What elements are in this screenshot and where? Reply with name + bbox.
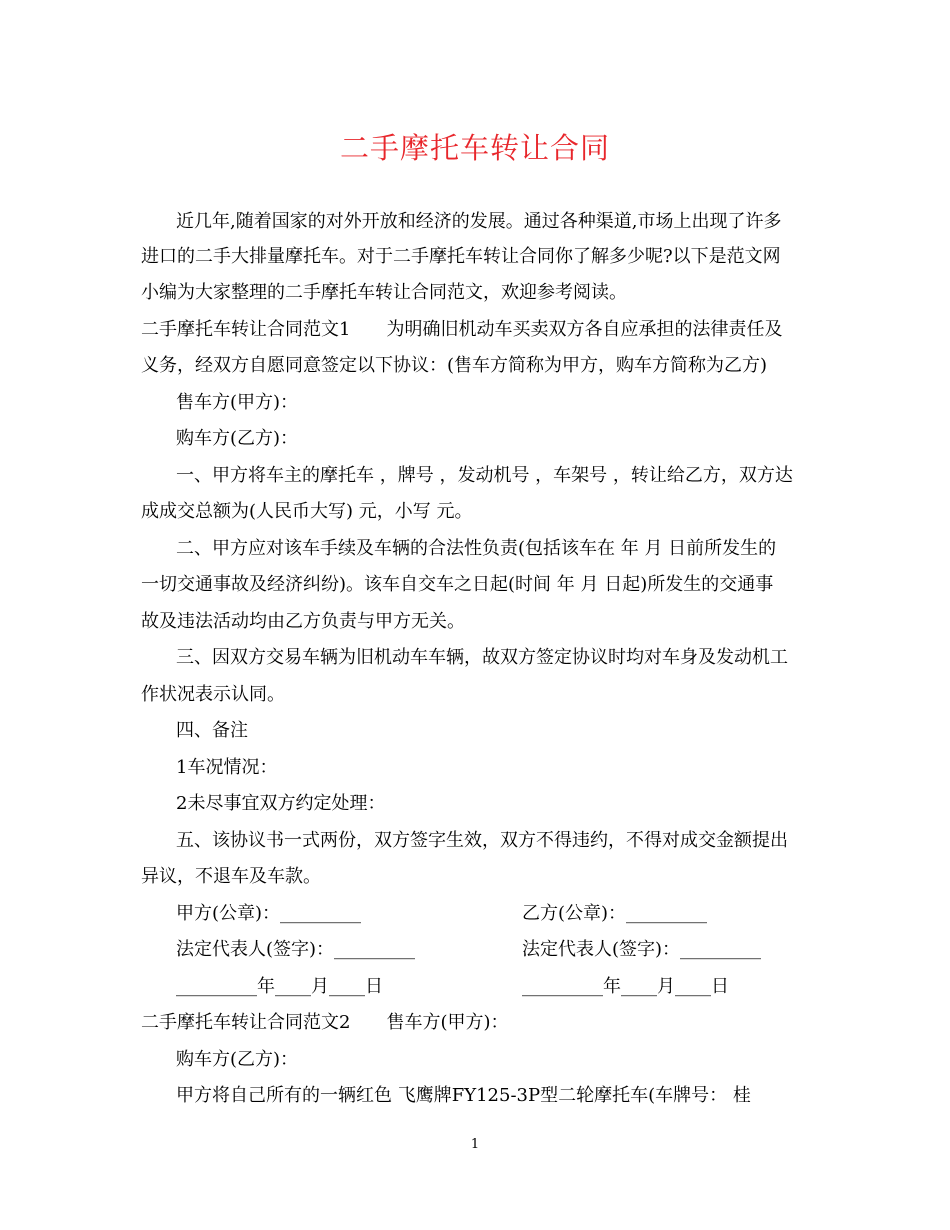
paragraph-line: 售车方(甲方)：	[176, 392, 299, 413]
paragraph-line: 购车方(乙方)：	[176, 1049, 299, 1070]
paragraph-line: 二、甲方应对该车手续及车辆的合法性负责(包括该车在 年 月 日前所发生的	[176, 538, 777, 559]
paragraph-line: 义务，经双方自愿同意签定以下协议：(售车方简称为甲方，购车方简称为乙方)	[141, 355, 768, 376]
paragraph-line: 三、因双方交易车辆为旧机动车车辆，故双方签定协议时均对车身及发动机工	[176, 647, 788, 668]
paragraph-line: 小编为大家整理的二手摩托车转让合同范文，欢迎参考阅读。	[141, 282, 627, 303]
paragraph-line: 1车况情况：	[176, 757, 278, 778]
paragraph-line: 近几年,随着国家的对外开放和经济的发展。通过各种渠道,市场上出现了许多	[176, 211, 782, 232]
paragraph-line: 二手摩托车转让合同范文2 售车方(甲方)：	[141, 1012, 509, 1033]
paragraph-line: 二手摩托车转让合同范文1 为明确旧机动车买卖双方各自应承担的法律责任及	[141, 319, 783, 340]
paragraph-line: 一切交通事故及经济纠纷)。该车自交车之日起(时间 年 月 日起)所发生的交通事	[141, 574, 774, 595]
page-number: 1	[470, 1137, 480, 1152]
signature-party-b-date: _________年____月____日	[522, 976, 729, 997]
paragraph-line: 故及违法活动均由乙方负责与甲方无关。	[141, 611, 465, 632]
signature-party-a-seal: 甲方(公章)：_________	[176, 903, 362, 924]
paragraph-line: 异议，不退车及车款。	[141, 866, 321, 887]
paragraph-line: 一、甲方将车主的摩托车 ，牌号 ，发动机号 ，车架号 ，转让给乙方，双方达	[176, 465, 793, 486]
paragraph-line: 进口的二手大排量摩托车。对于二手摩托车转让合同你了解多少呢?以下是范文网	[141, 246, 781, 267]
paragraph-line: 甲方将自己所有的一辆红色 飞鹰牌FY125-3P型二轮摩托车(车牌号： 桂	[176, 1085, 751, 1106]
paragraph-line: 五、该协议书一式两份，双方签字生效，双方不得违约，不得对成交金额提出	[176, 830, 788, 851]
paragraph-line: 四、备注	[176, 720, 248, 741]
document-title: 二手摩托车转让合同	[339, 131, 610, 165]
signature-party-a-date: _________年____月____日	[176, 976, 383, 997]
paragraph-line: 2未尽事宜双方约定处理：	[176, 793, 386, 814]
signature-party-b-representative: 法定代表人(签字)：_________	[522, 939, 762, 960]
paragraph-line: 购车方(乙方)：	[176, 428, 299, 449]
paragraph-line: 作状况表示认同。	[141, 684, 285, 705]
signature-party-a-representative: 法定代表人(签字)：_________	[176, 939, 416, 960]
signature-party-b-seal: 乙方(公章)：_________	[522, 903, 708, 924]
paragraph-line: 成成交总额为(人民币大写) 元，小写 元。	[141, 501, 473, 522]
